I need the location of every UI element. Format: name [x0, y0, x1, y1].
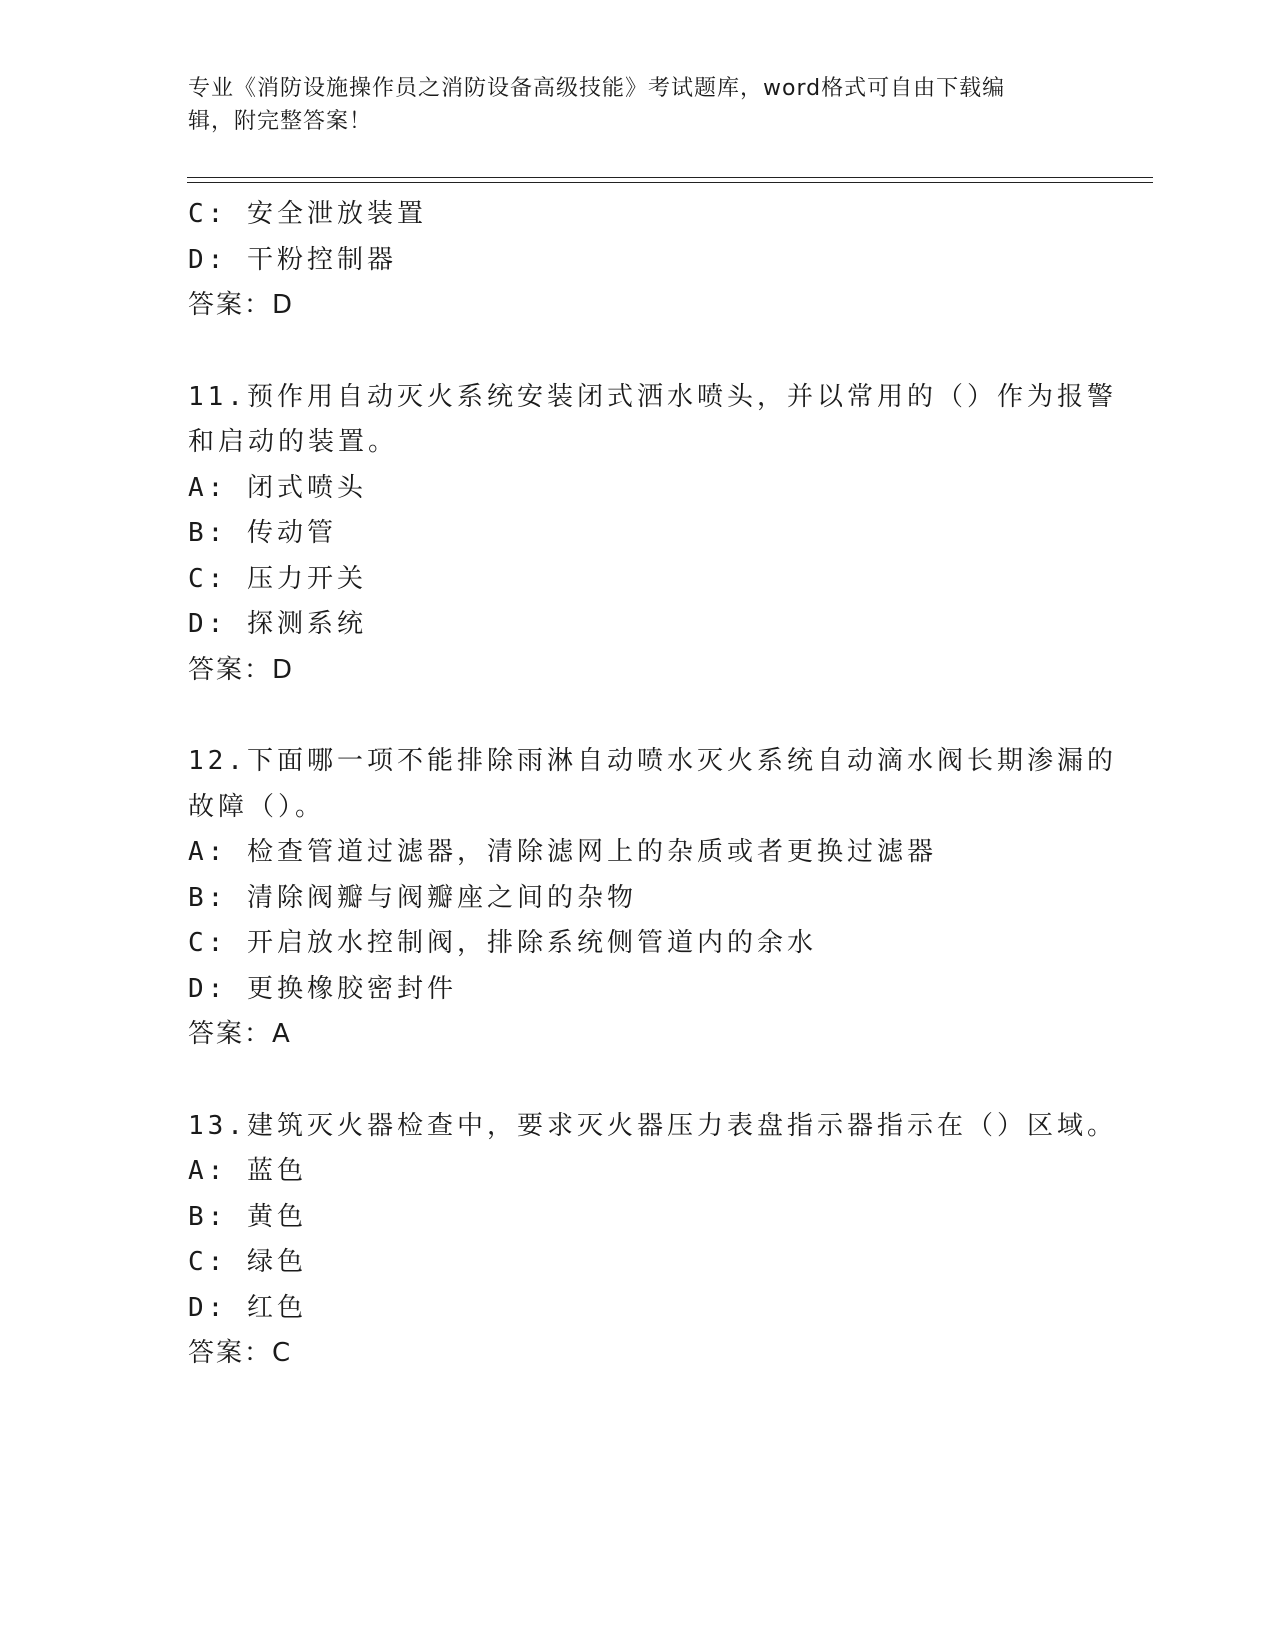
spacer: [188, 1058, 1088, 1104]
answer: 答案：C: [188, 1338, 293, 1368]
option-b: B: 传动管: [188, 518, 337, 548]
spacer: [188, 693, 1088, 739]
header-rule-top: [187, 177, 1153, 178]
option-a: A: 蓝色: [188, 1156, 307, 1186]
option-a: A: 闭式喷头: [188, 472, 367, 503]
spacer: [188, 329, 1088, 375]
option-b: B: 黄色: [188, 1201, 307, 1232]
option-c: C: 安全泄放装置: [188, 199, 427, 229]
header-rule-bottom: [187, 182, 1153, 183]
option-d: D: 探测系统: [188, 609, 367, 639]
option-c: C: 绿色: [188, 1247, 307, 1277]
exam-content: [188, 192, 1117, 1377]
question-stem: 11.预作用自动灭火系统安装闭式洒水喷头，并以常用的（）作为报警: [188, 381, 1117, 412]
question-13: [188, 1104, 1117, 1377]
question-stem: 和启动的装置。: [188, 427, 399, 457]
question-stem: 故障（）。: [188, 791, 326, 822]
option-d: D: 更换橡胶密封件: [188, 973, 457, 1004]
option-d: D: 红色: [188, 1292, 307, 1323]
question-stem: 12.下面哪一项不能排除雨淋自动喷水灭火系统自动滴水阀长期渗漏的: [188, 746, 1117, 776]
option-c: C: 压力开关: [188, 563, 367, 594]
question-10-continued: [188, 192, 1088, 329]
answer: 答案：D: [188, 290, 295, 320]
header-line-2: 辑，附完整答案！: [188, 109, 373, 134]
answer: 答案：D: [188, 654, 295, 685]
option-b: B: 清除阀瓣与阀瓣座之间的杂物: [188, 882, 637, 913]
question-11: [188, 375, 1117, 694]
option-a: A: 检查管道过滤器，清除滤网上的杂质或者更换过滤器: [188, 837, 937, 867]
answer: 答案：A: [188, 1019, 292, 1049]
question-12: [188, 739, 1117, 1058]
option-d: D: 干粉控制器: [188, 244, 397, 275]
option-c: C: 开启放水控制阀，排除系统侧管道内的余水: [188, 928, 817, 958]
header-line-1: 专业《消防设施操作员之消防设备高级技能》考试题库，word格式可自由下载编: [188, 76, 1006, 101]
document-header: [188, 72, 1068, 138]
question-stem: 13.建筑灭火器检查中，要求灭火器压力表盘指示器指示在（）区域。: [188, 1110, 1117, 1141]
